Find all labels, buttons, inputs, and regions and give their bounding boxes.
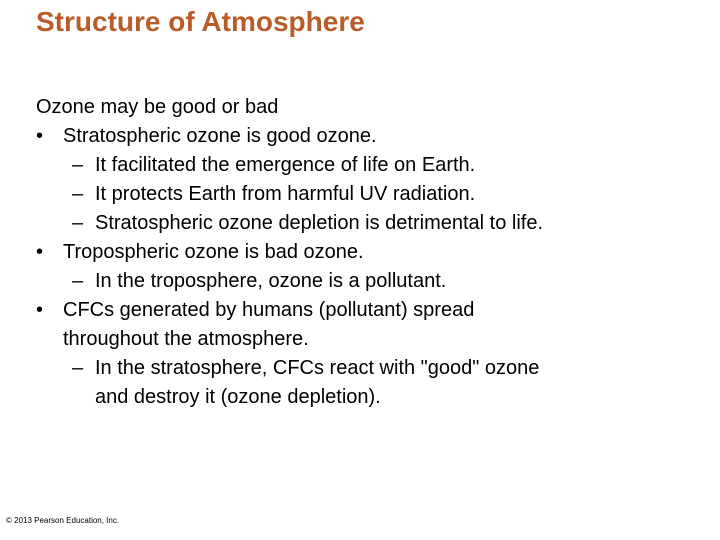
dash-marker: – xyxy=(72,212,84,234)
bullet-marker: • xyxy=(36,241,44,263)
bullet-stratospheric xyxy=(36,122,696,151)
bullet-tropospheric xyxy=(36,238,696,267)
bullet-marker: • xyxy=(36,125,44,147)
copyright-footer: © 2013 Pearson Education, Inc. xyxy=(6,516,120,525)
subbullet-uv-protection xyxy=(36,180,696,209)
slide-title: Structure of Atmosphere xyxy=(36,6,365,37)
bullet-cfcs-continuation: throughout the atmosphere. xyxy=(63,328,309,350)
subbullet-text: Stratospheric ozone depletion is detrimental to life. xyxy=(95,212,544,234)
subbullet-text: It protects Earth from harmful UV radiation. xyxy=(95,183,476,205)
bullet-text: CFCs generated by humans (pollutant) spread xyxy=(63,299,475,321)
dash-marker: – xyxy=(72,357,84,379)
subbullet-text: In the troposphere, ozone is a pollutant. xyxy=(95,270,447,292)
bullet-text: Stratospheric ozone is good ozone. xyxy=(63,125,377,147)
subbullet-text: It facilitated the emergence of life on Earth. xyxy=(95,154,476,176)
subbullet-depletion-detrimental xyxy=(36,209,696,238)
bullet-text: Tropospheric ozone is bad ozone. xyxy=(63,241,364,263)
subbullet-pollutant xyxy=(36,267,696,296)
subbullet-life-emergence xyxy=(36,151,696,180)
dash-marker: – xyxy=(72,270,84,292)
subbullet-text: In the stratosphere, CFCs react with "good" ozone xyxy=(95,357,540,379)
slide-body xyxy=(36,93,696,412)
subbullet-cfcs-react xyxy=(36,354,696,383)
bullet-cfcs xyxy=(36,296,696,325)
intro-line: Ozone may be good or bad xyxy=(36,96,279,118)
bullet-marker: • xyxy=(36,299,44,321)
subbullet-cfcs-react-continuation: and destroy it (ozone depletion). xyxy=(95,386,381,408)
dash-marker: – xyxy=(72,183,84,205)
dash-marker: – xyxy=(72,154,84,176)
